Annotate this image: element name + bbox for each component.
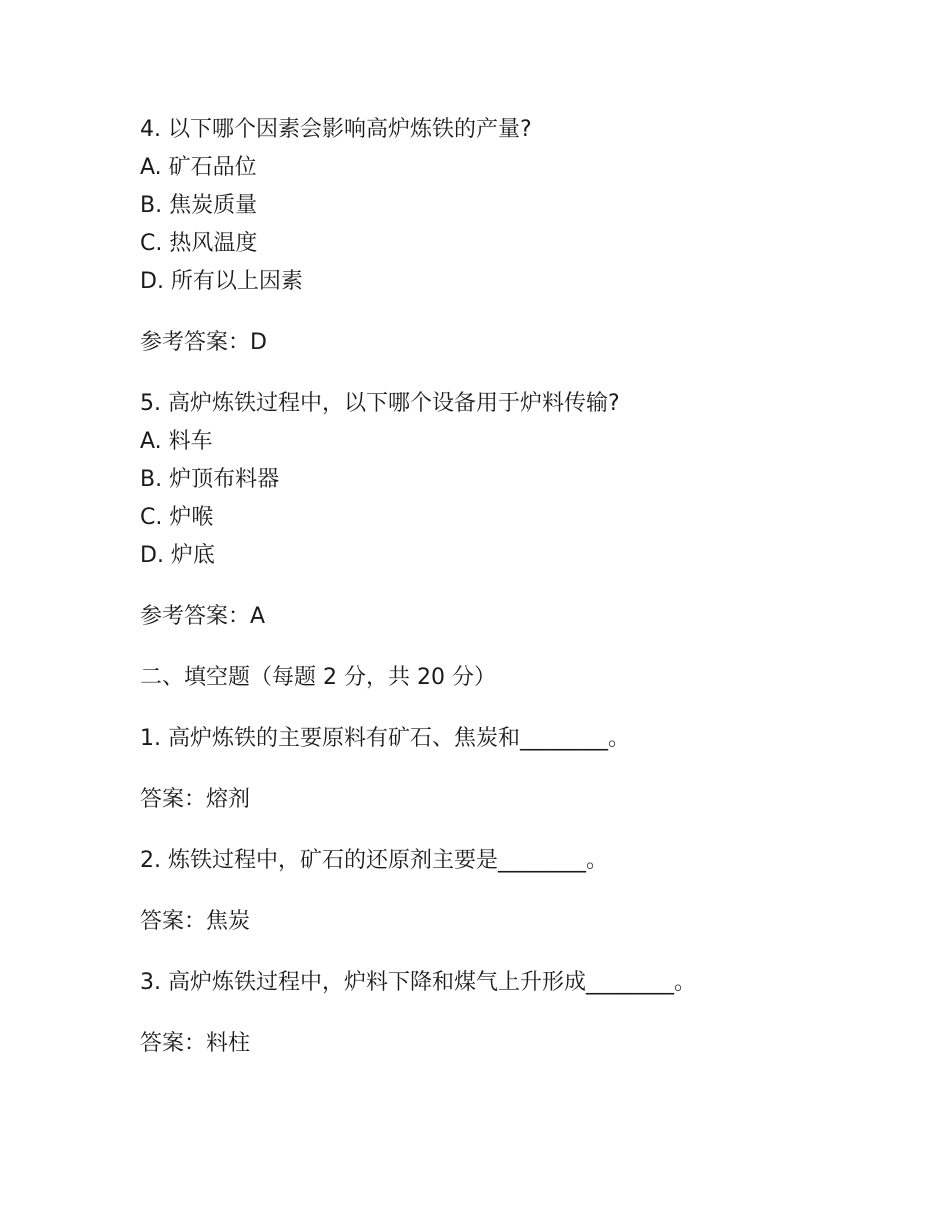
option-d: D. 炉底 <box>140 543 215 568</box>
option-b: B. 炉顶布料器 <box>140 467 280 492</box>
fill-question-3: 3. 高炉炼铁过程中，炉料下降和煤气上升形成________。 <box>140 970 696 995</box>
question-5: 5. 高炉炼铁过程中，以下哪个设备用于炉料传输? <box>140 391 620 416</box>
answer-5: 参考答案：A <box>140 604 266 629</box>
answer-4: 参考答案：D <box>140 330 267 355</box>
option-b: B. 焦炭质量 <box>140 193 258 218</box>
document-page <box>140 111 820 1063</box>
fill-question-2: 2. 炼铁过程中，矿石的还原剂主要是________。 <box>140 848 608 873</box>
fill-answer-1: 答案：熔剂 <box>140 787 251 812</box>
option-a: A. 料车 <box>140 429 213 454</box>
option-c: C. 炉喉 <box>140 505 214 530</box>
option-a: A. 矿石品位 <box>140 155 257 180</box>
question-4: 4. 以下哪个因素会影响高炉炼铁的产量? <box>140 117 532 142</box>
fill-answer-2: 答案：焦炭 <box>140 909 251 934</box>
fill-question-1: 1. 高炉炼铁的主要原料有矿石、焦炭和________。 <box>140 726 630 751</box>
section-title: 二、填空题（每题 2 分，共 20 分） <box>140 665 496 690</box>
option-c: C. 热风温度 <box>140 231 258 256</box>
fill-answer-3: 答案：料柱 <box>140 1031 251 1056</box>
option-d: D. 所有以上因素 <box>140 269 303 294</box>
